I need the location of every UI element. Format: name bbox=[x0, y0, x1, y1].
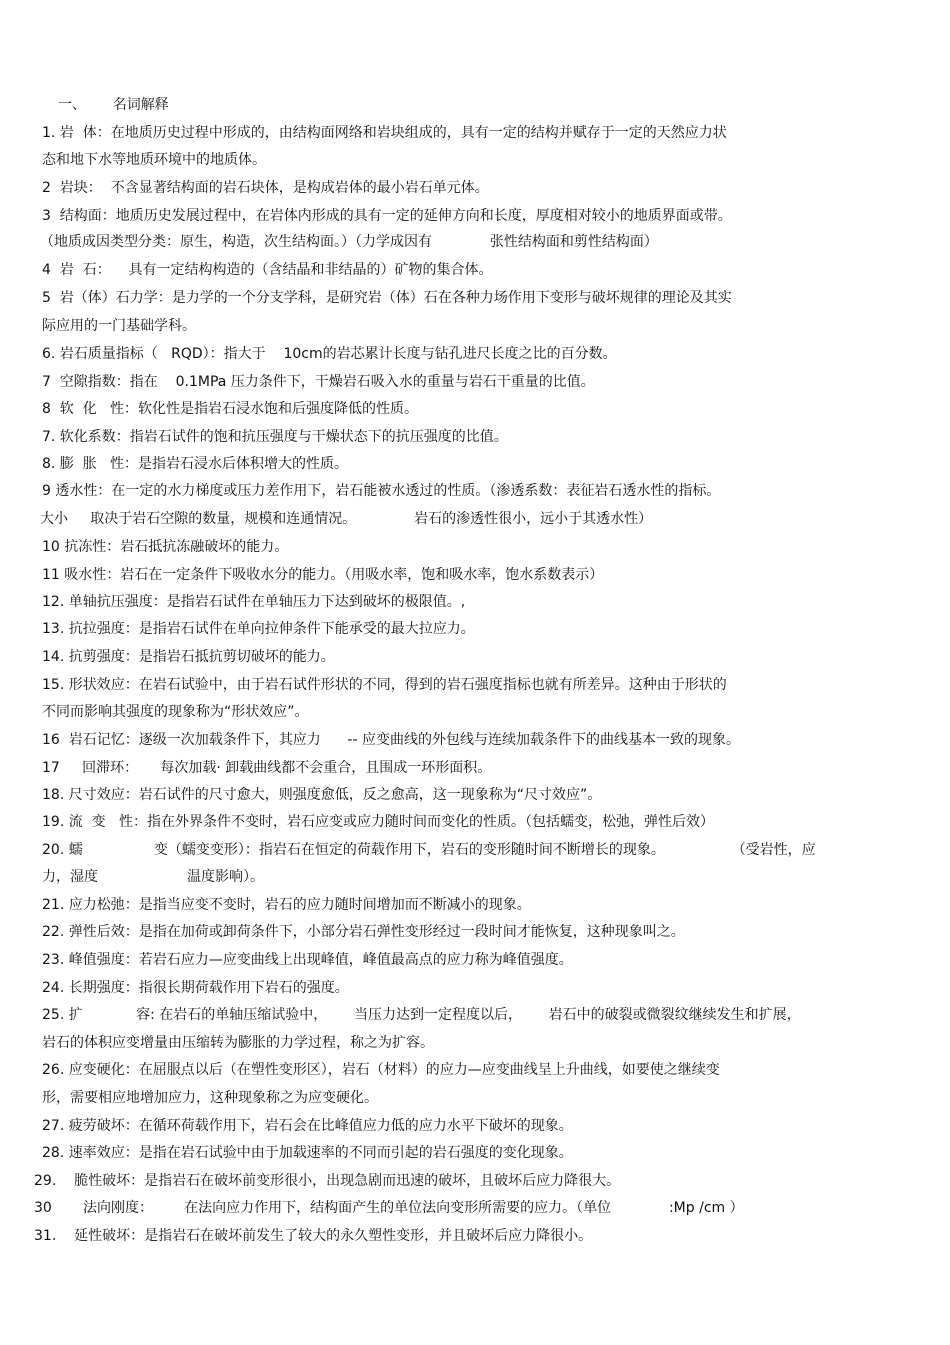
definition-line: 态和地下水等地质环境中的地质体。 bbox=[42, 152, 266, 168]
definition-line: 2 岩块： 不含显著结构面的岩石块体，是构成岩体的最小岩石单元体。 bbox=[42, 180, 489, 196]
definition-line: 11 吸水性：岩石在一定条件下吸收水分的能力。（用吸水率，饱和吸水率，饱水系数表示） bbox=[42, 567, 604, 583]
definition-line: 15. 形状效应：在岩石试验中，由于岩石试件形状的不同，得到的岩石强度指标也就有所差异。这种由于形状的 bbox=[42, 677, 727, 693]
definition-line: 17 回滞环： 每次加载· 卸载曲线都不会重合，且围成一环形面积。 bbox=[42, 760, 492, 776]
definition-line: 4 岩 石： 具有一定结构构造的（含结晶和非结晶的）矿物的集合体。 bbox=[42, 262, 493, 278]
definition-line: 13. 抗拉强度：是指岩石试件在单向拉伸条件下能承受的最大拉应力。 bbox=[42, 621, 475, 637]
definition-line: （地质成因类型分类：原生，构造，次生结构面。）（力学成因有 张性结构面和剪性结构面） bbox=[40, 234, 658, 250]
definition-line: 7 空隙指数：指在 0.1MPa 压力条件下，干燥岩石吸入水的重量与岩石干重量的比值。 bbox=[42, 374, 595, 390]
definition-line: 大小 取决于岩石空隙的数量，规模和连通情况。 岩石的渗透性很小，远小于其透水性） bbox=[40, 511, 653, 527]
definition-line: 16 岩石记忆：逐级一次加载条件下，其应力 -- 应变曲线的外包线与连续加载条件下的曲线基本一致的现象。 bbox=[42, 732, 740, 748]
definition-line: 10 抗冻性：岩石抵抗冻融破坏的能力。 bbox=[42, 539, 289, 555]
definition-line: 3 结构面：地质历史发展过程中，在岩体内形成的具有一定的延伸方向和长度，厚度相对较小的地质界面或带。 bbox=[42, 208, 732, 224]
definition-line: 1. 岩 体：在地质历史过程中形成的，由结构面网络和岩块组成的，具有一定的结构并赋存于一定的天然应力状 bbox=[42, 125, 727, 141]
definition-line: 际应用的一门基础学科。 bbox=[42, 318, 196, 334]
definition-line: 岩石的体积应变增量由压缩转为膨胀的力学过程，称之为扩容。 bbox=[42, 1035, 434, 1051]
definition-line: 9 透水性：在一定的水力梯度或压力差作用下，岩石能被水透过的性质。（渗透系数：表征岩石透水性的指标。 bbox=[42, 483, 721, 499]
definition-line: 8. 膨 胀 性：是指岩石浸水后体积增大的性质。 bbox=[42, 456, 349, 472]
definition-line: 5 岩（体）石力学：是力学的一个分支学科，是研究岩（体）石在各种力场作用下变形与破坏规律的理论及其实 bbox=[42, 290, 732, 306]
definition-line: 25. 扩 容: 在岩石的单轴压缩试验中， 当压力达到一定程度以后， 岩石中的破裂或微裂纹继续发生和扩展， bbox=[42, 1007, 801, 1023]
definition-line: 不同而影响其强度的现象称为“形状效应”。 bbox=[42, 704, 309, 720]
definition-line: 8 软 化 性：软化性是指岩石浸水饱和后强度降低的性质。 bbox=[42, 401, 419, 417]
definition-line: 6. 岩石质量指标（ RQD）：指大于 10cm的岩芯累计长度与钻孔进尺长度之比的百分数。 bbox=[42, 346, 617, 362]
section-heading: 一、 名词解释 bbox=[58, 97, 169, 113]
definition-line: 31. 延性破坏：是指岩石在破坏前发生了较大的永久塑性变形，并且破坏后应力降很小。 bbox=[34, 1228, 593, 1244]
definition-line: 28. 速率效应：是指在岩石试验中由于加载速率的不同而引起的岩石强度的变化现象。 bbox=[42, 1145, 573, 1161]
definition-line: 23. 峰值强度：若岩石应力—应变曲线上出现峰值，峰值最高点的应力称为峰值强度。 bbox=[42, 952, 573, 968]
definition-line: 力，湿度 温度影响）。 bbox=[42, 869, 265, 885]
definition-line: 29. 脆性破坏：是指岩石在破坏前变形很小，出现急剧而迅速的破坏，且破坏后应力降很大。 bbox=[34, 1173, 621, 1189]
definition-line: 7. 软化系数：指岩石试件的饱和抗压强度与干燥状态下的抗压强度的比值。 bbox=[42, 429, 508, 445]
definition-line: 26. 应变硬化：在屈服点以后（在塑性变形区），岩石（材料）的应力—应变曲线呈上升曲线，如要使之继续变 bbox=[42, 1062, 720, 1078]
definition-line: 27. 疲劳破坏：在循环荷载作用下，岩石会在比峰值应力低的应力水平下破坏的现象。 bbox=[42, 1118, 573, 1134]
definition-line: 12. 单轴抗压强度：是指岩石试件在单轴压力下达到破坏的极限值。, bbox=[42, 594, 466, 610]
definition-line: 形，需要相应地增加应力，这种现象称之为应变硬化。 bbox=[42, 1090, 378, 1106]
definition-line: 21. 应力松弛：是指当应变不变时，岩石的应力随时间增加而不断减小的现象。 bbox=[42, 897, 531, 913]
definition-line: 30 法向刚度： 在法向应力作用下，结构面产生的单位法向变形所需要的应力。（单位 :Mp /cm ） bbox=[34, 1200, 744, 1216]
definition-line: 20. 蠕 变（蠕变变形）：指岩石在恒定的荷载作用下，岩石的变形随时间不断增长的现象。 （受岩性，应 bbox=[42, 842, 816, 858]
definition-line: 22. 弹性后效：是指在加荷或卸荷条件下，小部分岩石弹性变形经过一段时间才能恢复，这种现象叫之。 bbox=[42, 924, 685, 940]
definition-line: 24. 长期强度：指很长期荷载作用下岩石的强度。 bbox=[42, 980, 349, 996]
definition-line: 18. 尺寸效应：岩石试件的尺寸愈大，则强度愈低，反之愈高，这一现象称为“尺寸效应”。 bbox=[42, 787, 602, 803]
definition-line: 14. 抗剪强度：是指岩石抵抗剪切破坏的能力。 bbox=[42, 649, 335, 665]
definition-line: 19. 流 变 性：指在外界条件不变时，岩石应变或应力随时间而变化的性质。（包括蠕变，松弛，弹性后效） bbox=[42, 814, 714, 830]
